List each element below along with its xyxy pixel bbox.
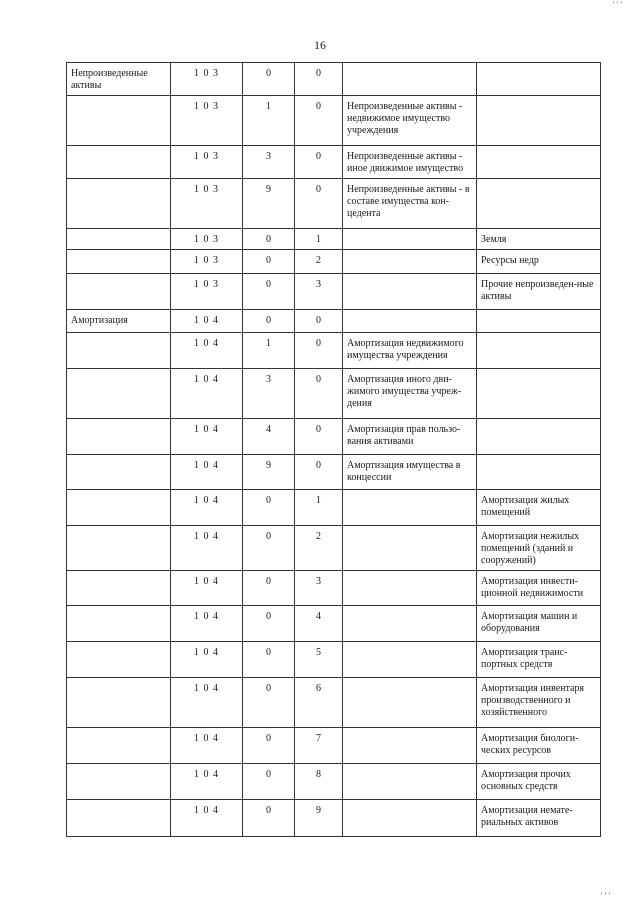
- row-analytic-group-cell: Непроизведенные активы - в составе имущества кон-цедента: [343, 179, 477, 229]
- row-analytic-subgroup-cell: [477, 310, 601, 333]
- row-name-cell: [67, 333, 171, 369]
- page-number: 16: [314, 38, 326, 52]
- row-account-code-cell: 1 0 4: [171, 455, 243, 490]
- row-analytic-group-cell: [343, 800, 477, 837]
- row-account-code-cell: 1 0 4: [171, 571, 243, 606]
- row-account-code-cell: 1 0 3: [171, 274, 243, 310]
- row-digit-1-cell: 0: [243, 229, 295, 250]
- row-digit-2-cell: 0: [295, 146, 343, 179]
- table-row: [67, 63, 601, 96]
- table-row: [67, 96, 601, 146]
- page-corner-mark-top: ' ' ': [612, 0, 622, 10]
- row-digit-1-cell: 0: [243, 63, 295, 96]
- table-row: [67, 419, 601, 455]
- row-analytic-subgroup-cell: Амортизация машин и оборудования: [477, 606, 601, 642]
- row-name-cell: [67, 800, 171, 837]
- table-row: [67, 642, 601, 678]
- row-name-cell: [67, 96, 171, 146]
- row-digit-2-cell: 0: [295, 419, 343, 455]
- row-digit-2-cell: 0: [295, 96, 343, 146]
- row-analytic-group-cell: [343, 728, 477, 764]
- row-digit-2-cell: 1: [295, 490, 343, 526]
- row-analytic-subgroup-cell: Ресурсы недр: [477, 250, 601, 274]
- table-row: [67, 455, 601, 490]
- table-row: [67, 526, 601, 571]
- row-name-cell: Амортизация: [67, 310, 171, 333]
- row-digit-1-cell: 0: [243, 678, 295, 728]
- table-row: [67, 179, 601, 229]
- row-analytic-subgroup-cell: [477, 455, 601, 490]
- row-account-code-cell: 1 0 4: [171, 333, 243, 369]
- row-digit-2-cell: 0: [295, 179, 343, 229]
- row-account-code-cell: 1 0 4: [171, 526, 243, 571]
- row-name-cell: [67, 274, 171, 310]
- row-digit-2-cell: 4: [295, 606, 343, 642]
- row-account-code-cell: 1 0 4: [171, 642, 243, 678]
- row-analytic-group-cell: [343, 490, 477, 526]
- row-analytic-subgroup-cell: Амортизация прочих основных средств: [477, 764, 601, 800]
- row-account-code-cell: 1 0 4: [171, 369, 243, 419]
- row-analytic-subgroup-cell: Амортизация инвести-ционной недвижимости: [477, 571, 601, 606]
- table-row: [67, 571, 601, 606]
- table-body: [67, 63, 601, 837]
- row-analytic-group-cell: Амортизация имущества в концессии: [343, 455, 477, 490]
- row-analytic-group-cell: [343, 310, 477, 333]
- row-digit-1-cell: 0: [243, 571, 295, 606]
- row-analytic-subgroup-cell: [477, 146, 601, 179]
- row-digit-1-cell: 3: [243, 369, 295, 419]
- row-digit-1-cell: 0: [243, 310, 295, 333]
- row-analytic-subgroup-cell: [477, 333, 601, 369]
- row-analytic-subgroup-cell: Амортизация жилых помещений: [477, 490, 601, 526]
- row-digit-2-cell: 8: [295, 764, 343, 800]
- row-digit-2-cell: 1: [295, 229, 343, 250]
- row-name-cell: [67, 419, 171, 455]
- row-digit-2-cell: 5: [295, 642, 343, 678]
- row-analytic-subgroup-cell: [477, 63, 601, 96]
- row-analytic-group-cell: Непроизведенные активы - иное движимое имущество: [343, 146, 477, 179]
- row-name-cell: [67, 229, 171, 250]
- row-digit-2-cell: 7: [295, 728, 343, 764]
- row-name-cell: [67, 146, 171, 179]
- row-analytic-group-cell: [343, 229, 477, 250]
- row-analytic-subgroup-cell: [477, 179, 601, 229]
- page-corner-mark-bottom: ' ' ': [600, 891, 610, 901]
- row-account-code-cell: 1 0 3: [171, 96, 243, 146]
- row-analytic-subgroup-cell: Прочие непроизведен-ные активы: [477, 274, 601, 310]
- row-analytic-subgroup-cell: Амортизация немате-риальных активов: [477, 800, 601, 837]
- row-analytic-group-cell: [343, 606, 477, 642]
- row-analytic-group-cell: Амортизация недвижимого имущества учреждения: [343, 333, 477, 369]
- row-account-code-cell: 1 0 3: [171, 63, 243, 96]
- row-analytic-group-cell: [343, 678, 477, 728]
- table-row: [67, 490, 601, 526]
- row-analytic-group-cell: [343, 63, 477, 96]
- row-analytic-group-cell: [343, 642, 477, 678]
- row-name-cell: [67, 455, 171, 490]
- row-digit-2-cell: 0: [295, 333, 343, 369]
- row-account-code-cell: 1 0 3: [171, 146, 243, 179]
- row-analytic-subgroup-cell: Амортизация биологи-ческих ресурсов: [477, 728, 601, 764]
- row-analytic-subgroup-cell: [477, 96, 601, 146]
- row-account-code-cell: 1 0 3: [171, 229, 243, 250]
- row-digit-2-cell: 0: [295, 369, 343, 419]
- row-name-cell: [67, 728, 171, 764]
- row-name-cell: Непроизведенные активы: [67, 63, 171, 96]
- table-row: [67, 146, 601, 179]
- row-analytic-group-cell: Амортизация иного дви-жимого имущества учреж-дения: [343, 369, 477, 419]
- row-name-cell: [67, 490, 171, 526]
- row-account-code-cell: 1 0 4: [171, 678, 243, 728]
- row-analytic-subgroup-cell: Земля: [477, 229, 601, 250]
- row-digit-1-cell: 3: [243, 146, 295, 179]
- row-name-cell: [67, 526, 171, 571]
- row-digit-2-cell: 2: [295, 250, 343, 274]
- row-name-cell: [67, 678, 171, 728]
- row-account-code-cell: 1 0 4: [171, 310, 243, 333]
- table-row: [67, 800, 601, 837]
- row-digit-2-cell: 2: [295, 526, 343, 571]
- row-digit-1-cell: 0: [243, 800, 295, 837]
- row-digit-2-cell: 0: [295, 63, 343, 96]
- row-analytic-group-cell: [343, 250, 477, 274]
- row-digit-2-cell: 6: [295, 678, 343, 728]
- row-account-code-cell: 1 0 4: [171, 800, 243, 837]
- row-analytic-subgroup-cell: [477, 419, 601, 455]
- account-codes-table: [66, 62, 601, 837]
- table-row: [67, 764, 601, 800]
- row-account-code-cell: 1 0 4: [171, 764, 243, 800]
- row-name-cell: [67, 606, 171, 642]
- row-analytic-group-cell: [343, 571, 477, 606]
- table-row: [67, 274, 601, 310]
- row-digit-2-cell: 3: [295, 571, 343, 606]
- row-digit-1-cell: 0: [243, 490, 295, 526]
- row-analytic-subgroup-cell: [477, 369, 601, 419]
- row-digit-1-cell: 4: [243, 419, 295, 455]
- table-row: [67, 333, 601, 369]
- table-row: [67, 250, 601, 274]
- row-name-cell: [67, 179, 171, 229]
- row-name-cell: [67, 250, 171, 274]
- row-digit-1-cell: 1: [243, 333, 295, 369]
- table-row: [67, 678, 601, 728]
- row-analytic-subgroup-cell: Амортизация транс-портных средств: [477, 642, 601, 678]
- row-digit-1-cell: 0: [243, 728, 295, 764]
- row-digit-1-cell: 9: [243, 455, 295, 490]
- row-digit-1-cell: 1: [243, 96, 295, 146]
- row-analytic-group-cell: [343, 526, 477, 571]
- row-digit-1-cell: 0: [243, 764, 295, 800]
- row-analytic-subgroup-cell: Амортизация нежилых помещений (зданий и сооружений): [477, 526, 601, 571]
- row-analytic-group-cell: Непроизведенные активы - недвижимое имущество учреждения: [343, 96, 477, 146]
- table-row: [67, 728, 601, 764]
- row-analytic-group-cell: Амортизация прав пользо-вания активами: [343, 419, 477, 455]
- table-row: [67, 229, 601, 250]
- row-account-code-cell: 1 0 4: [171, 419, 243, 455]
- row-name-cell: [67, 642, 171, 678]
- row-digit-2-cell: 0: [295, 455, 343, 490]
- row-account-code-cell: 1 0 4: [171, 490, 243, 526]
- row-account-code-cell: 1 0 4: [171, 728, 243, 764]
- row-digit-1-cell: 0: [243, 250, 295, 274]
- row-account-code-cell: 1 0 3: [171, 250, 243, 274]
- row-digit-2-cell: 3: [295, 274, 343, 310]
- row-name-cell: [67, 764, 171, 800]
- row-analytic-group-cell: [343, 274, 477, 310]
- row-digit-2-cell: 9: [295, 800, 343, 837]
- row-analytic-subgroup-cell: Амортизация инвентаря производственного и хозяйственного: [477, 678, 601, 728]
- row-digit-1-cell: 0: [243, 606, 295, 642]
- row-name-cell: [67, 571, 171, 606]
- row-digit-1-cell: 0: [243, 642, 295, 678]
- table-row: [67, 310, 601, 333]
- table-row: [67, 606, 601, 642]
- row-account-code-cell: 1 0 3: [171, 179, 243, 229]
- row-digit-1-cell: 9: [243, 179, 295, 229]
- row-digit-1-cell: 0: [243, 526, 295, 571]
- row-analytic-group-cell: [343, 764, 477, 800]
- table-row: [67, 369, 601, 419]
- row-name-cell: [67, 369, 171, 419]
- row-account-code-cell: 1 0 4: [171, 606, 243, 642]
- row-digit-2-cell: 0: [295, 310, 343, 333]
- row-digit-1-cell: 0: [243, 274, 295, 310]
